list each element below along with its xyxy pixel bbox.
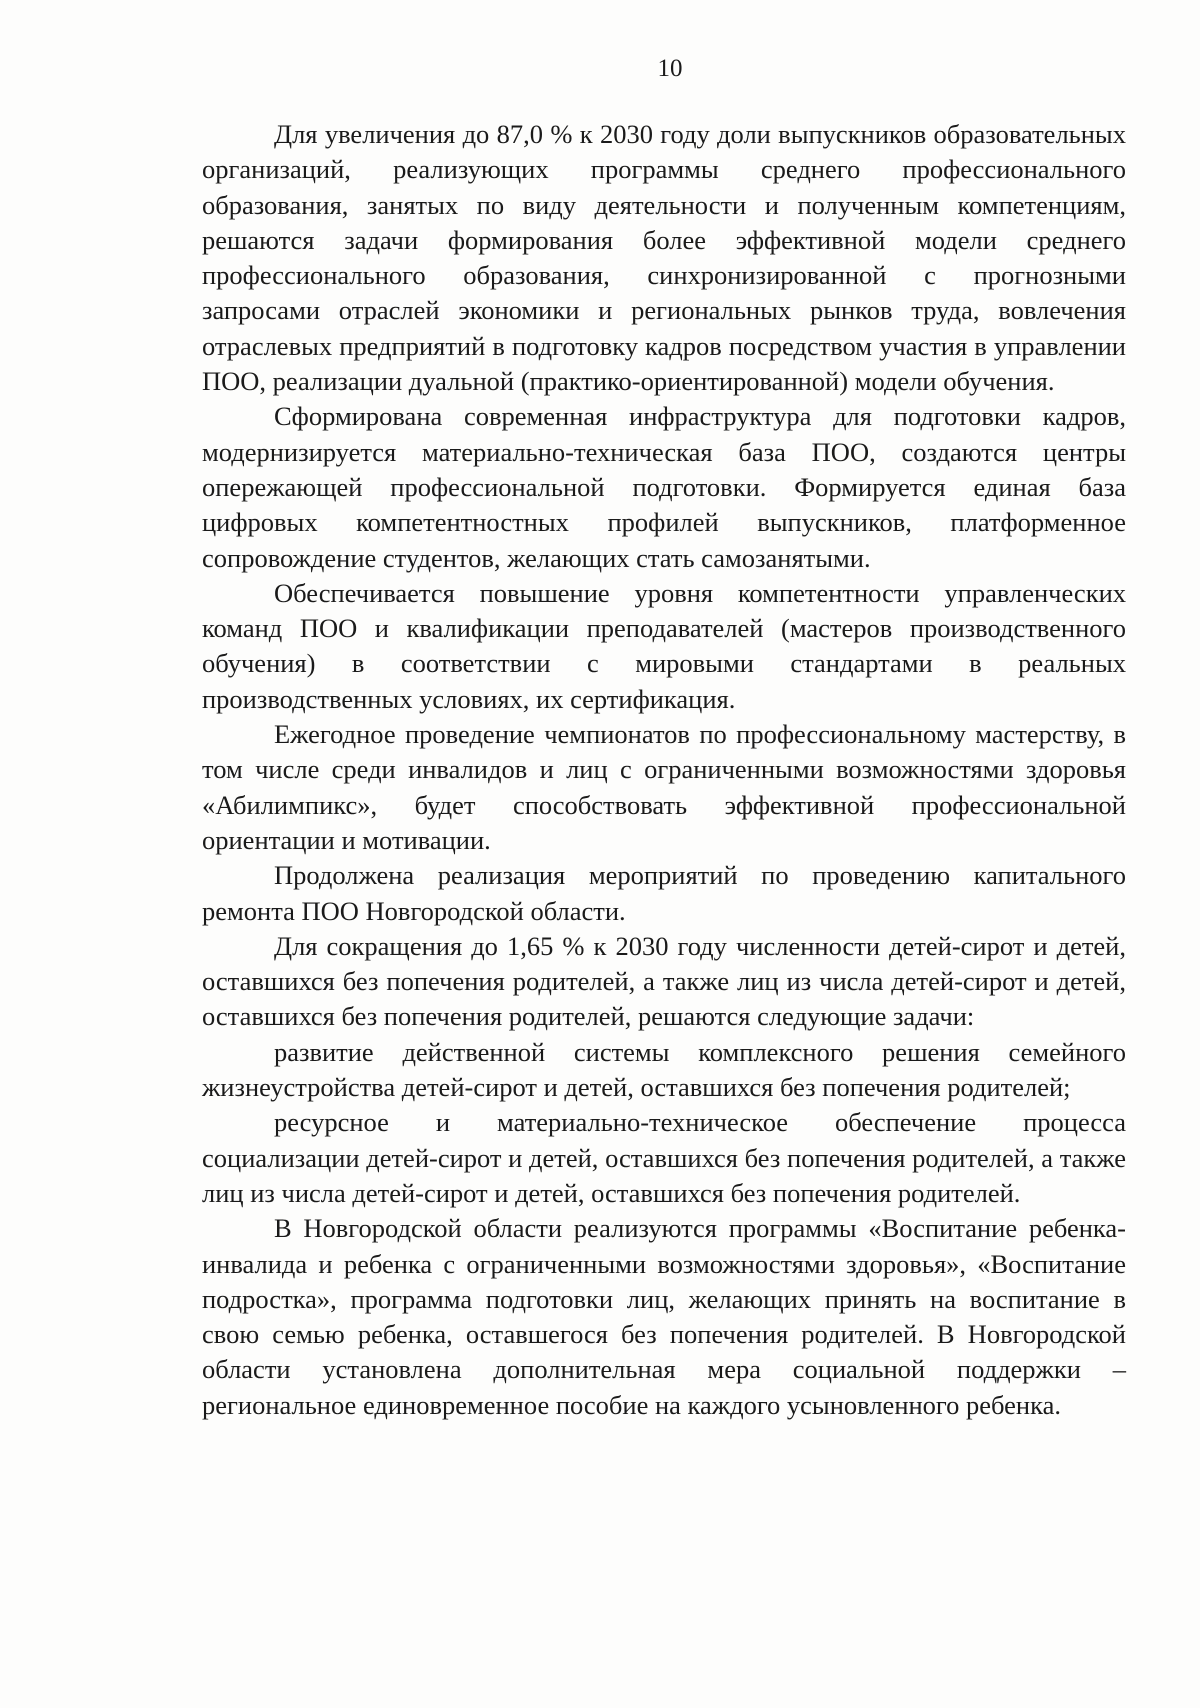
paragraph-championships: Ежегодное проведение чемпионатов по профессиональному мастерству, в том числе среди инвалидов и лиц с ограниченными возможностями здоровья «Абилимпикс», будет способствовать эффективной профессиональной ориентации и мотивации. xyxy=(202,719,1126,855)
paragraph-programs: В Новгородской области реализуются программы «Воспитание ребенка-инвалида и ребенка с ограниченными возможностями здоровья», «Воспитание подростка», программа подготовки лиц, желающих принять на воспитание в свою семью ребенка, оставшегося без попечения родителей. В Новгородской области установлена дополнительная мера социальной поддержки – региональное единовременное пособие на каждого усыновленного ребенка. xyxy=(202,1213,1126,1420)
paragraph-infrastructure: Сформирована современная инфраструктура для подготовки кадров, модернизируется материально-техническая база ПОО, создаются центры опережающей профессиональной подготовки. Формируется единая база цифровых компетентностных профилей выпускников, платформенное сопровождение студентов, желающих стать самозанятыми. xyxy=(202,401,1126,573)
document-body xyxy=(202,117,1126,1423)
paragraph-task-family-placement: развитие действенной системы комплексного решения семейного жизнеустройства детей-сирот и детей, оставшихся без попечения родителей; xyxy=(202,1036,1126,1103)
paragraph-repair: Продолжена реализация мероприятий по проведению капитального ремонта ПОО Новгородской области. xyxy=(202,860,1126,926)
page-number: 10 xyxy=(657,55,683,82)
paragraph-spo-graduates: Для увеличения до 87,0 % к 2030 году доли выпускников образовательных организаций, реализующих программы среднего профессионального образования, занятых по виду деятельности и полученным компетенциям, решаются задачи формирования более эффективной модели среднего профессионального образования, синхронизированной с прогнозными запросами отраслей экономики и региональных рынков труда, вовлечения отраслевых предприятий в подготовку кадров посредством участия в управлении ПОО, реализации дуальной (практико-ориентированной) модели обучения. xyxy=(202,119,1126,397)
paragraph-competence: Обеспечивается повышение уровня компетентности управленческих команд ПОО и квалификации преподавателей (мастеров производственного обучения) в соответствии с мировыми стандартами в реальных производственных условиях, их сертификация. xyxy=(202,577,1126,714)
paragraph-task-socialization: ресурсное и материально-техническое обеспечение процесса социализации детей-сирот и детей, оставшихся без попечения родителей, а также лиц из числа детей-сирот и детей, оставшихся без попечения родителей. xyxy=(202,1107,1126,1208)
paragraph-orphans-goal: Для сокращения до 1,65 % к 2030 году численности детей-сирот и детей, оставшихся без попечения родителей, а также лиц из числа детей-сирот и детей, оставшихся без попечения родителей, решаются следующие задачи: xyxy=(202,930,1126,1032)
